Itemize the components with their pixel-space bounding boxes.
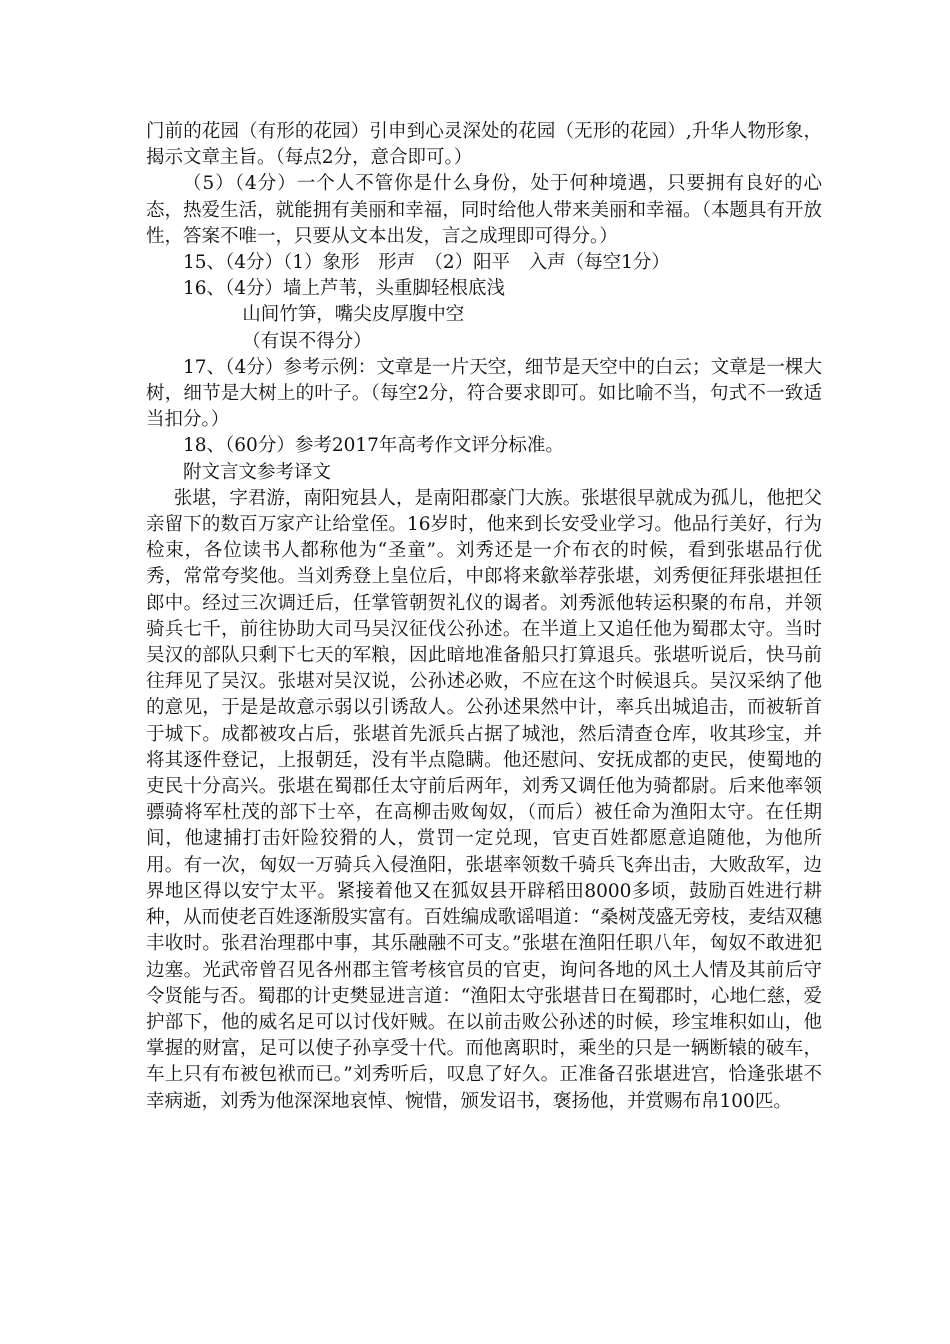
answer-18: 18、（60分）参考2017年高考作文评分标准。 xyxy=(183,435,564,457)
answer-15: 15、（4分）（1）象形 形声 （2）阳平 入声（每空1分） xyxy=(183,252,670,274)
answer-16-note: （有误不得分） xyxy=(242,330,372,352)
answer-14-4-tail: 门前的花园（有形的花园）引申到心灵深处的花园（无形的花园）,升华人物形象，揭示文章主旨。（每点2分，意合即可。） xyxy=(146,121,822,169)
document-page xyxy=(146,119,822,1115)
answer-14-5: （5）（4分）一个人不管你是什么身份，处于何种境遇，只要拥有良好的心态，热爱生活，就能拥有美丽和幸福，同时给他人带来美丽和幸福。（本题具有开放性，答案不唯一，只要从文本出发，言之成理即可得分。） xyxy=(146,173,822,247)
translation-heading: 附文言文参考译文 xyxy=(183,461,332,483)
answer-16-line-2: 山间竹笋，嘴尖皮厚腹中空 xyxy=(242,304,465,326)
answer-17: 17、（4分）参考示例：文章是一片天空，细节是天空中的白云；文章是一棵大树，细节是大树上的叶子。（每空2分，符合要求即可。如比喻不当，句式不一致适当扣分。） xyxy=(146,356,822,431)
translation-body: 张堪，字君游，南阳宛县人，是南阳郡豪门大族。张堪很早就成为孤儿，他把父亲留下的数百万家产让给堂侄。16岁时，他来到长安受业学习。他品行美好，行为检束，各位读书人都称他为“圣童”。刘秀还是一介布衣的时候，看到张堪品行优秀，常常夸奖他。当刘秀登上皇位后，中郎将来歙举荐张堪，刘秀便征拜张堪担任郎中。经过三次调迁后，任掌管朝贺礼仪的谒者。刘秀派他转运积聚的布帛，并领骑兵七千，前往协助大司马吴汉征伐公孙述。在半道上又追任他为蜀郡太守。当时吴汉的部队只剩下七天的军粮，因此暗地准备船只打算退兵。张堪听说后，快马前往拜见了吴汉。张堪对吴汉说，公孙述必败，不应在这个时候退兵。吴汉采纳了他的意见，于是是故意示弱以引诱敌人。公孙述果然中计，率兵出城追击，而被斩首于城下。成都被攻占后，张堪首先派兵占据了城池，然后清查仓库，收其珍宝，并将其逐件登记，上报朝廷，没有半点隐瞒。他还慰问、安抚成都的吏民，使蜀地的吏民十分高兴。张堪在蜀郡任太守前后两年，刘秀又调任他为骑都尉。后来他率领骠骑将军杜茂的部下士卒，在高柳击败匈奴，（而后）被任命为渔阳太守。在任期间，他逮捕打击奸险狡猾的人，赏罚一定兑现，官吏百姓都愿意追随他，为他所用。有一次，匈奴一万骑兵入侵渔阳，张堪率领数千骑兵飞奔出击，大败敌军，边界地区得以安宁太平。紧接着他又在狐奴县开辟稻田8000多顷，鼓励百姓进行耕种，从而使老百姓逐渐殷实富有。百姓编成歌谣唱道：“桑树茂盛无旁枝，麦结双穗丰收时。张君治理郡中事，其乐融融不可支。”张堪在渔阳任职八年，匈奴不敢进犯边塞。光武帝曾召见各州郡主管考核官员的官吏，询问各地的风土人情及其前后守令贤能与否。蜀郡的计吏樊显进言道：“渔阳太守张堪昔日在蜀郡时，心地仁慈，爱护部下，他的威名足可以讨伐奸贼。在以前击败公孙述的时候，珍宝堆积如山，他掌握的财富，足可以使子孙享受十代。而他离职时，乘坐的只是一辆断辕的破车，车上只有布被包袱而已。”刘秀听后，叹息了好久。正准备召张堪进宫，恰逢张堪不幸病逝，刘秀为他深深地哀悼、惋惜，颁发诏书，褒扬他，并赏赐布帛100匹。 xyxy=(146,487,822,1112)
answer-16-line-1: 16、（4分）墙上芦苇，头重脚轻根底浅 xyxy=(183,278,506,300)
